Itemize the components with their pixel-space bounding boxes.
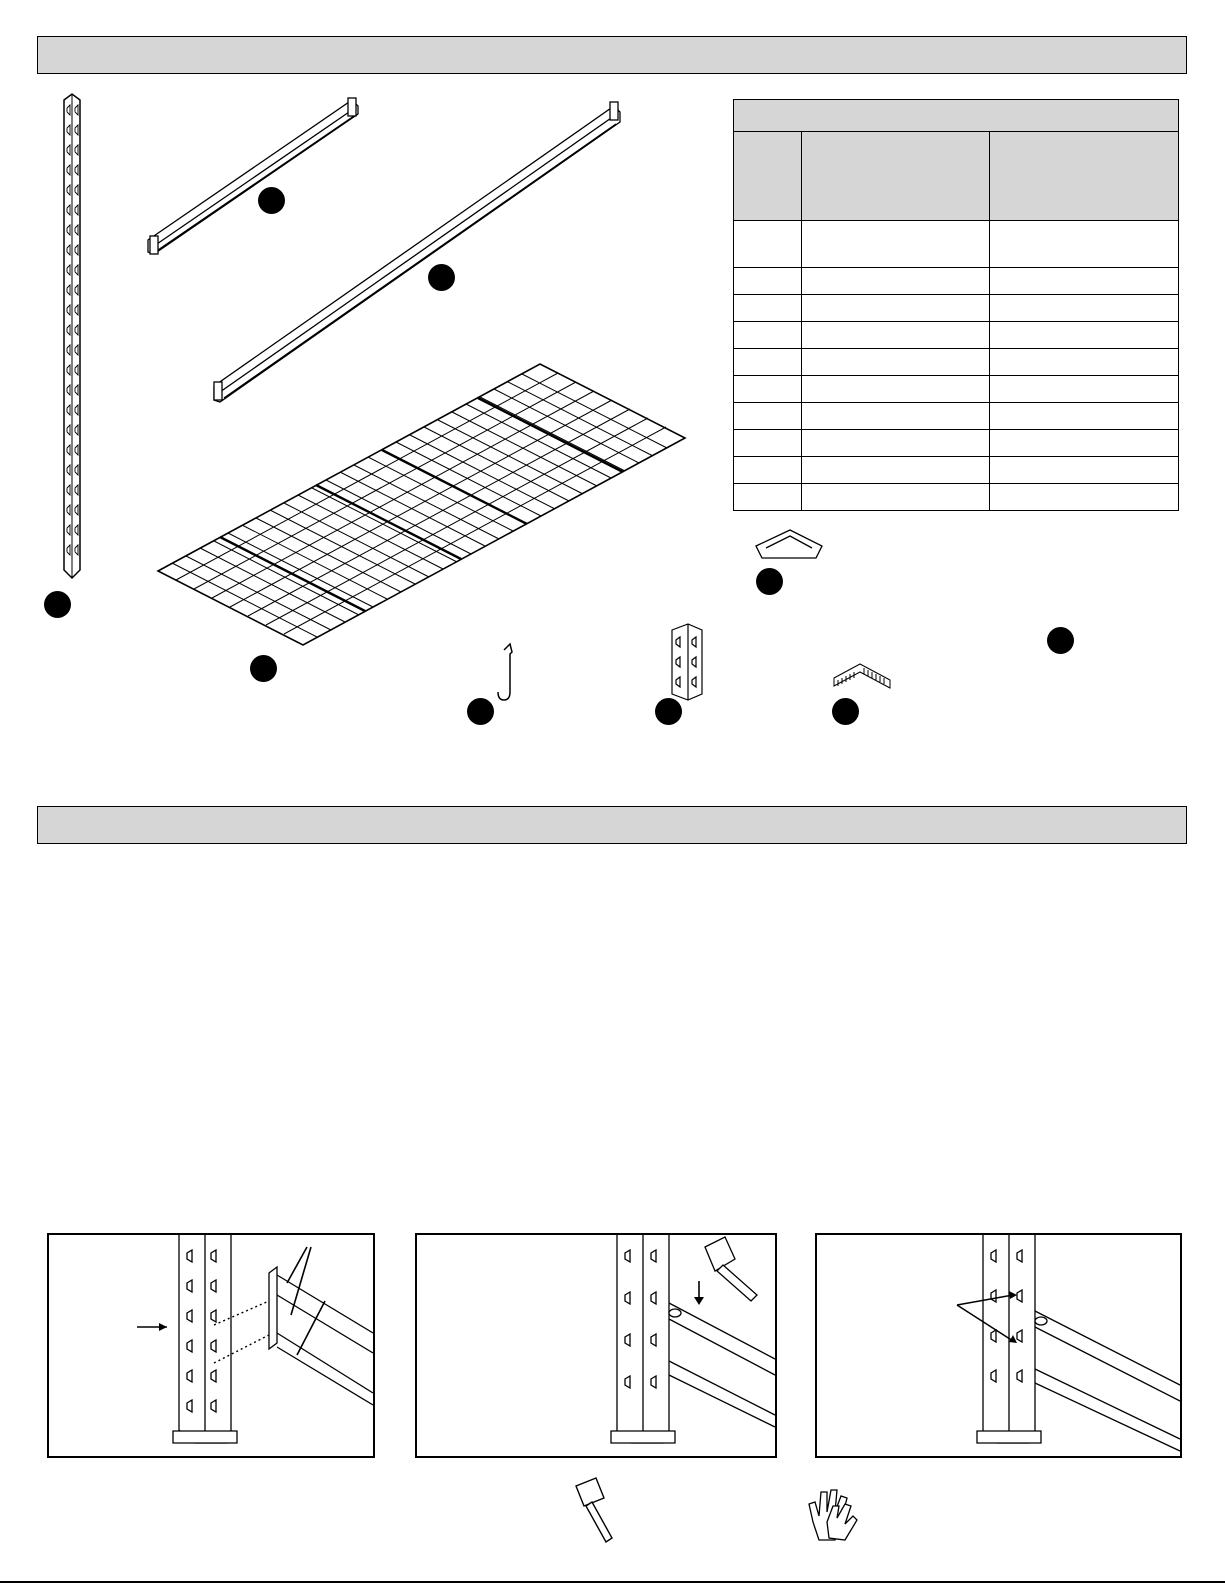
marker-edge-protector xyxy=(832,698,859,725)
marker-short-beam xyxy=(258,187,285,214)
marker-foot-plate xyxy=(756,568,783,595)
step-panel-insert-beam xyxy=(47,1233,375,1458)
table-row xyxy=(734,322,1179,349)
edge-protector-drawing xyxy=(834,664,890,688)
marker-extra-part xyxy=(1047,627,1074,654)
table-row xyxy=(734,430,1179,457)
upright-post-drawing xyxy=(64,94,80,578)
table-row xyxy=(734,295,1179,322)
mallet-tap-illustration xyxy=(417,1235,775,1456)
long-beam-drawing xyxy=(214,102,620,402)
rubber-mallet-icon xyxy=(570,1476,630,1546)
short-beam-drawing xyxy=(148,98,358,254)
step-panel-beam-locked xyxy=(815,1233,1182,1458)
wire-deck-drawing xyxy=(158,364,685,645)
upright-beam-insertion-illustration xyxy=(49,1235,373,1456)
table-row xyxy=(734,221,1179,268)
marker-upright xyxy=(44,591,71,618)
page-bottom-rule xyxy=(0,1581,1225,1583)
work-gloves-icon xyxy=(805,1482,861,1544)
marker-wire-deck xyxy=(250,655,277,682)
assembly-section-header xyxy=(37,806,1187,844)
table-row xyxy=(734,268,1179,295)
step-panel-tap-beam xyxy=(415,1233,777,1458)
marker-long-beam xyxy=(428,264,455,291)
marker-s-hook xyxy=(467,698,494,725)
foot-plate-drawing xyxy=(756,530,822,558)
table-row xyxy=(734,484,1179,511)
beam-locked-illustration xyxy=(817,1235,1180,1456)
parts-table-header-key xyxy=(734,132,802,221)
parts-table xyxy=(733,99,1179,511)
table-row xyxy=(734,457,1179,484)
s-hook-drawing xyxy=(498,644,512,700)
parts-table-header-description xyxy=(802,132,990,221)
parts-table-header-quantity xyxy=(990,132,1179,221)
table-row xyxy=(734,403,1179,430)
table-row xyxy=(734,349,1179,376)
table-row xyxy=(734,376,1179,403)
marker-connector xyxy=(655,698,682,725)
parts-table-title xyxy=(734,100,1179,132)
connector-bracket-drawing xyxy=(672,624,702,700)
